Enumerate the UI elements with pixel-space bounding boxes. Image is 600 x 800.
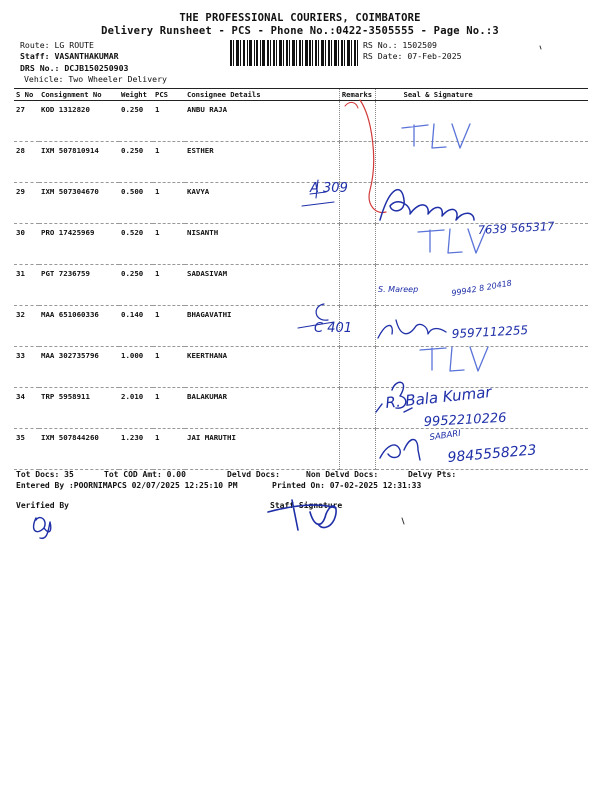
stray-mark — [402, 518, 404, 524]
row31-signature-text: S. Mareep — [378, 285, 419, 294]
non-delivered-docs: Non Delvd Docs: — [306, 470, 379, 479]
remark-mark — [316, 304, 328, 320]
delivered-docs: Delvd Docs: — [227, 470, 280, 479]
stray-mark — [540, 46, 541, 49]
row31-phone-text: 99942 8 20418 — [450, 278, 513, 298]
rs-number: RS No.: 1502509 — [363, 40, 437, 50]
cell-weight: 0.250 — [119, 101, 153, 142]
row35-phone-text: 9845558223 — [446, 442, 538, 466]
staff-signature-label: Staff Signature — [270, 501, 343, 510]
cell-pcs: 1 — [153, 224, 185, 265]
cell-sno: 33 — [14, 347, 39, 388]
red-ink-mark — [345, 102, 358, 108]
remark-mark — [302, 202, 334, 206]
cell-pcs: 1 — [153, 306, 185, 347]
cell-consignee: BALAKUMAR — [185, 388, 339, 429]
cell-consignee: BHAGAVATHI — [185, 306, 339, 347]
initials-mark — [420, 347, 488, 371]
cell-sno: 34 — [14, 388, 39, 429]
row32-remark-text: C 401 — [314, 321, 353, 336]
col-header-remarks: Remarks — [339, 89, 375, 101]
verified-signature-mark — [34, 518, 51, 539]
cell-consignee: ESTHER — [185, 142, 339, 183]
cell-consignee: JAI MARUTHI — [185, 429, 339, 470]
initials-mark — [418, 229, 486, 253]
vehicle-label: Vehicle: Two Wheeler Delivery — [24, 74, 167, 84]
cell-consignment: MAA 651060336 — [39, 306, 119, 347]
cell-sno: 35 — [14, 429, 39, 470]
cell-consignee: KAVYA — [185, 183, 339, 224]
cell-weight: 0.500 — [119, 183, 153, 224]
cell-consignment: IXM 507304670 — [39, 183, 119, 224]
company-title: THE PROFESSIONAL COURIERS, COIMBATORE — [179, 12, 421, 24]
cell-weight: 0.250 — [119, 142, 153, 183]
cell-weight: 2.010 — [119, 388, 153, 429]
row32-phone-text: 9597112255 — [451, 323, 529, 341]
verified-by-label: Verified By — [16, 501, 69, 510]
initials-mark — [402, 124, 470, 148]
cell-pcs: 1 — [153, 388, 185, 429]
cell-consignee: SADASIVAM — [185, 265, 339, 306]
cell-pcs: 1 — [153, 347, 185, 388]
cell-pcs: 1 — [153, 429, 185, 470]
cell-consignment: IXM 507810914 — [39, 142, 119, 183]
staff-signature-mark — [268, 500, 336, 530]
cell-weight: 0.520 — [119, 224, 153, 265]
col-header-consignee: Consignee Details — [185, 89, 339, 101]
cell-pcs: 1 — [153, 183, 185, 224]
cell-sno: 31 — [14, 265, 39, 306]
row35-signature-text: SABARI — [429, 428, 462, 443]
cell-consignment: MAA 302735796 — [39, 347, 119, 388]
cell-sno: 29 — [14, 183, 39, 224]
runsheet-title: Delivery Runsheet - PCS - Phone No.:0422-3505555 - Page No.:3 — [101, 25, 499, 37]
cell-consignee: ANBU RAJA — [185, 101, 339, 142]
staff-label: Staff: VASANTHAKUMAR — [20, 51, 119, 61]
signature-mark — [380, 190, 474, 220]
col-header-seal-signature: Seal & Signature — [375, 89, 588, 101]
total-cod-amount: Tot COD Amt: 0.00 — [104, 470, 186, 479]
cell-weight: 0.140 — [119, 306, 153, 347]
row29-phone-text: 7639 565317 — [477, 218, 555, 237]
cell-consignment: IXM 507844260 — [39, 429, 119, 470]
cell-consignment: PGT 7236759 — [39, 265, 119, 306]
col-header-weight: Weight — [119, 89, 153, 101]
signature-mark — [380, 440, 420, 461]
row34-signature-text: R. Bala Kumar — [384, 382, 493, 412]
col-header-pcs: PCS — [153, 89, 185, 101]
signature-mark — [378, 320, 446, 338]
cell-weight: 0.250 — [119, 265, 153, 306]
row34-phone-text: 9952210226 — [423, 410, 507, 430]
cell-sno: 32 — [14, 306, 39, 347]
drs-number: DRS No.: DCJB150250903 — [20, 63, 129, 73]
col-header-consignment: Consignment No — [39, 89, 119, 101]
route-label: Route: LG ROUTE — [20, 40, 94, 50]
cell-sno: 28 — [14, 142, 39, 183]
cell-weight: 1.000 — [119, 347, 153, 388]
cell-weight: 1.230 — [119, 429, 153, 470]
rs-date: RS Date: 07-Feb-2025 — [363, 51, 462, 61]
red-ink-mark — [360, 100, 386, 213]
cell-consignee: KEERTHANA — [185, 347, 339, 388]
cell-pcs: 1 — [153, 101, 185, 142]
cell-consignment: PRO 17425969 — [39, 224, 119, 265]
cell-consignment: KOD 1312820 — [39, 101, 119, 142]
cell-consignee: NISANTH — [185, 224, 339, 265]
col-header-sno: S No — [14, 89, 39, 101]
cell-pcs: 1 — [153, 265, 185, 306]
total-docs: Tot Docs: 35 — [16, 470, 74, 479]
cell-pcs: 1 — [153, 142, 185, 183]
delivery-points: Delvy Pts: — [408, 470, 457, 479]
cell-consignment: TRP 5958911 — [39, 388, 119, 429]
row29-remark-text: A 309 — [310, 181, 348, 196]
cell-sno: 30 — [14, 224, 39, 265]
printed-on: Printed On: 07-02-2025 12:31:33 — [272, 481, 422, 490]
entered-by: Entered By :POORNIMAPCS 02/07/2025 12:25:10 PM — [16, 481, 238, 490]
cell-sno: 27 — [14, 101, 39, 142]
